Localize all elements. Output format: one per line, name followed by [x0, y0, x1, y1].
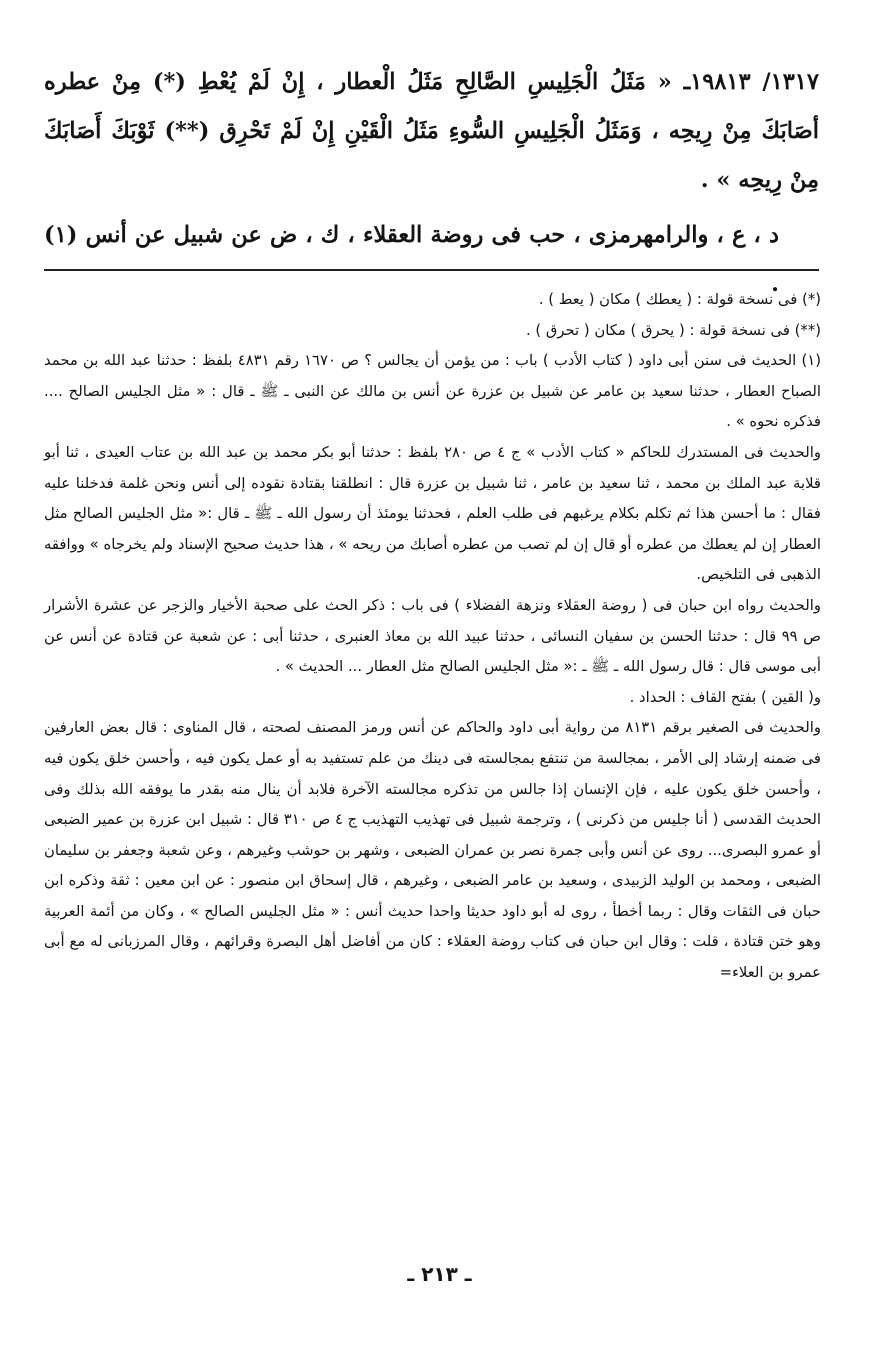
hadith-text: ١٣١٧/ ١٩٨١٣ـ « مَثَلُ الْجَلِيسِ الصَّالِحِ مَثَلُ الْعطار ، إِنْ لَمْ يُعْطِ (*) مِنْ عطره أصَابَكَ مِنْ رِيحِه ، وَمَثَلُ الْجَلِيسِ السُّوءِ مَثَلُ الْقَيْنِ إِنْ لَمْ تَحْرِق (**) ثَوْبَكَ أَصَابَكَ مِنْ رِيحِه » . [44, 69, 819, 193]
footnote-mustadrak: والحديث فى المستدرك للحاكم « كتاب الأدب » ج ٤ ص ٢٨٠ بلفظ : حدثنا أبو بكر محمد بن عبد الله بن عتاب العيدى ، ثنا أبو قلابة عبد الملك بن محمد ، ثنا سعيد بن عامر ، ثنا شبيل بن عزرة قال : انطلقنا بقتادة نقوده إلى أنس ونحن غلمة فدخلنا عليه فقال : ما أحسن هذا ثم تكلم بكلام يرغبهم فى طلب العلم ، فحدثنا يومئذ أن رسول الله ـ ﷺ ـ قال :« مثل الجليس الصالح مثل العطار إن لم يعطك من عطره أو قال إن لم تصب من عطره أصابك من ريحه » ، هذا حديث صحيح الإسناد ولم يخرجاه » ووافقه الذهبى فى التلخيص. [44, 443, 821, 584]
hadith-sources: د ، ع ، والرامهرمزى ، حب فى روضة العقلاء ، ك ، ض عن شبيل عن أنس (١) . [44, 222, 779, 297]
footnote-abudawud: (١) الحديث فى سنن أبى داود ( كتاب الأدب ) باب : من يؤمن أن يجالس ؟ ص ١٦٧٠ رقم ٤٨٣١ بلفظ : حدثنا عبد الله بن محمد الصباح العطار ، حدثنا سعيد بن عامر عن شبيل بن عزرة عن أنس بن مالك عن النبى ـ ﷺ ـ قال : « مثل الجليس الصالح .... فذكره نحوه » . [44, 352, 821, 431]
footnotes [44, 285, 821, 989]
footnote-saghir: والحديث فى الصغير برقم ٨١٣١ من رواية أبى داود والحاكم عن أنس ورمز المصنف لصحته ، قال المناوى : قال بعض العارفين فى ضمنه إرشاد إلى الأمر ، بمجالسة من تنتفع بمجالسته فى دينك من علم تستفيد به أو عمل يكون فيه ، وأحسن خلق يكون فيه ، وأحسن خلق يكون عليه ، فإن الإنسان إذا جالس من تذكره مجالسته الآخرة فلابد أن ينال منه بقدر ما يوفقه الله بذلك وفى الحديث القدسى ( أنا جليس من ذكرنى ) ، وترجمة شبيل فى تهذيب التهذيب ج ٤ ص ٣١٠ قال : شبيل ابن عزرة بن عمير الضبعى أو عمرو البصرى... روى عن أنس وأبى جمرة نصر بن عمران الضبعى ، وشهر بن حوشب وغيرهم ، وعن شعبة وجعفر بن سليمان الضبعى ، ومحمد بن الوليد الزبيدى ، وسعيد بن عامر الضبعى ، وغيرهم ، قال إسحاق ابن منصور : عن ابن معين : ثقة وذكره ابن حبان فى الثقات وقال : ربما أخطأ ، روى له أبو داود حديثا واحدا حديث أنس : « مثل الجليس الصالح » ، وكان من أئمة العربية وهو ختن قتادة ، قلت : وقال ابن حبان فى كتاب روضة العقلاء : كان من أفاضل أهل البصرة وقرائهم ، وقال المرزبانى له مع أبى عمرو بن العلاء= [44, 719, 822, 982]
footnote-ibnhibban: والحديث رواه ابن حبان فى ( روضة العقلاء ونزهة الفضلاء ) فى باب : ذكر الحث على صحبة الأخيار والزجر عن عشرة الأشرار ص ٩٩ قال : حدثنا الحسن بن سفيان النسائى ، حدثنا عبيد الله بن معاذ العنبرى ، حدثنا أبى : عن شعبة عن قتادة عن أنس عن أبى موسى قال : قال رسول الله ـ ﷺ ـ :« مثل الجليس الصالح مثل العطار ... الحديث » . [44, 596, 822, 676]
footnote-separator [44, 269, 819, 271]
footnote-qayn: و( القين ) بفتح القاف : الحداد . [629, 688, 821, 706]
page-number: ـ ٢١٣ ـ [407, 1262, 472, 1286]
footnote-variant-1: (*) فى نسخة قولة : ( يعطك ) مكان ( يعط ) . [538, 291, 821, 308]
hadith-block [44, 58, 819, 309]
footnote-variant-2: (**) فى نسخة قولة : ( يحرق ) مكان ( تحرق ) . [525, 321, 821, 339]
